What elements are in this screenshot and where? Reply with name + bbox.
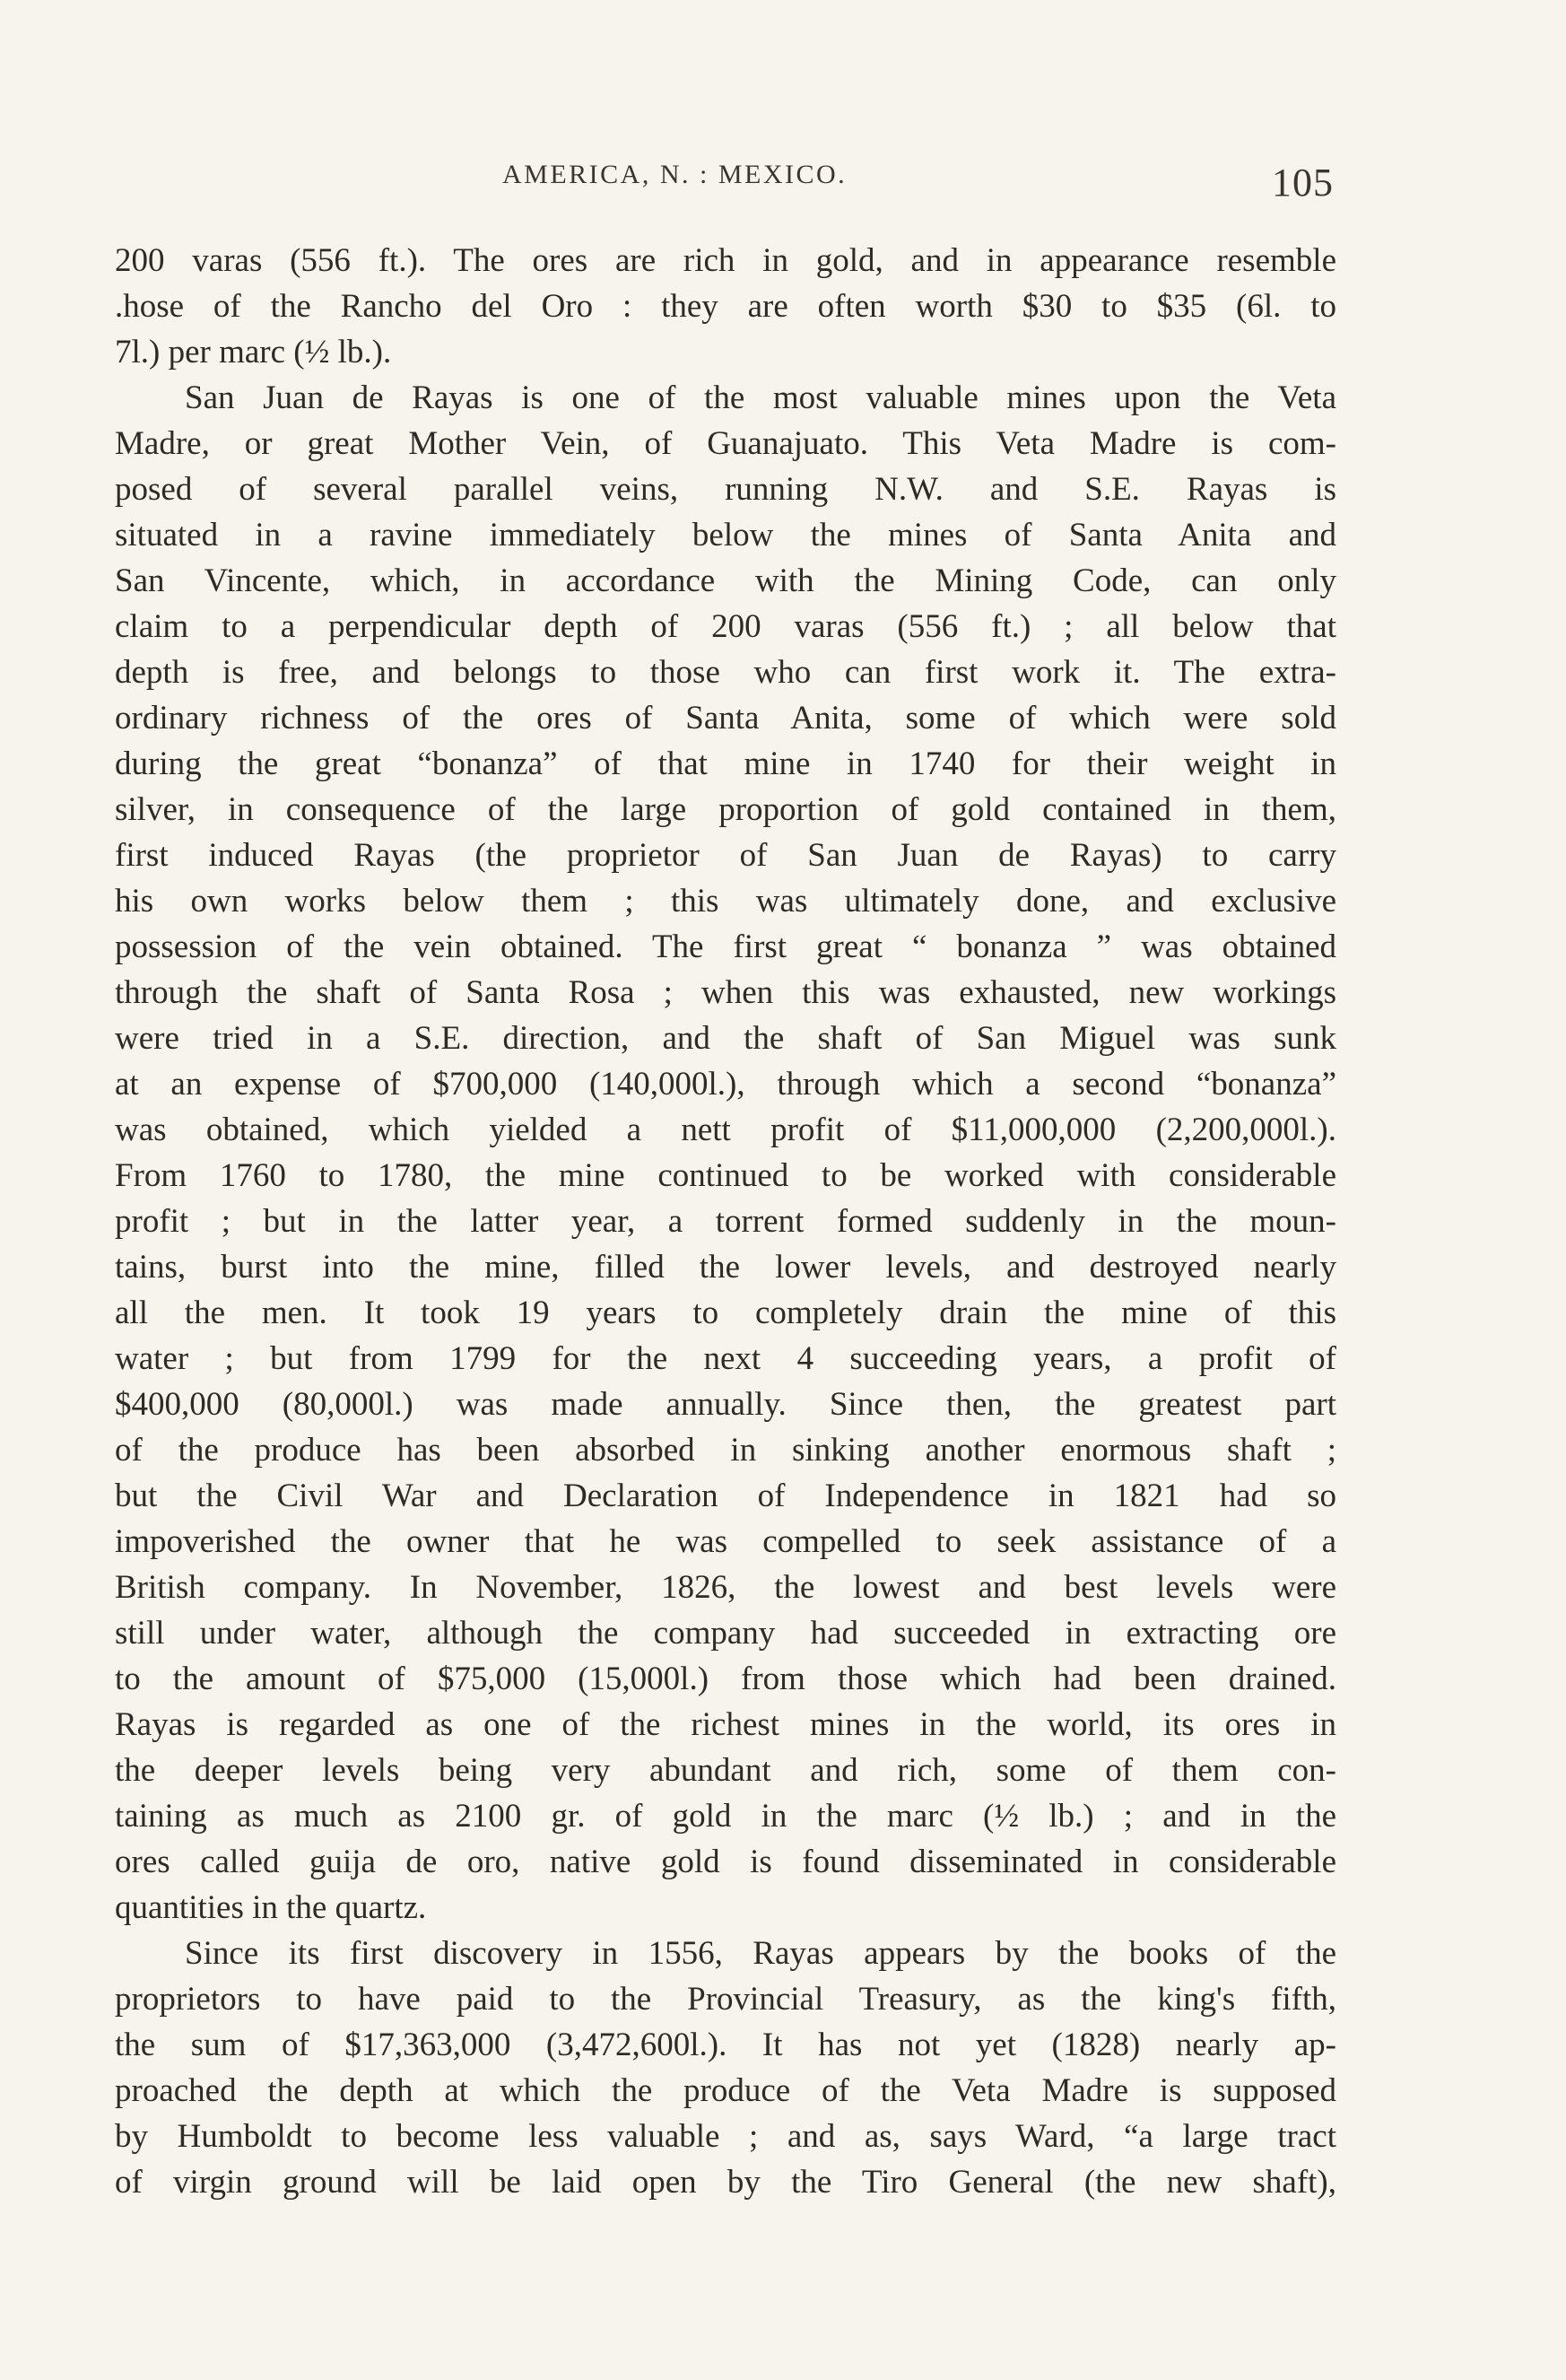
text-line: first induced Rayas (the proprietor of San Juan de Rayas) to carry (115, 837, 1336, 874)
text-line: ores called guija de oro, native gold is found disseminated in considerable (115, 1844, 1336, 1880)
text-line: but the Civil War and Declaration of Independence in 1821 had so (115, 1478, 1336, 1514)
text-line: Since its first discovery in 1556, Rayas appears by the books of the (185, 1935, 1336, 1972)
running-head: AMERICA, N. : MEXICO. (502, 160, 848, 189)
text-line: Madre, or great Mother Vein, of Guanajuato. This Veta Madre is com- (115, 425, 1336, 462)
text-line: his own works below them ; this was ultimately done, and exclusive (115, 883, 1336, 920)
text-line: to the amount of $75,000 (15,000l.) from those which had been drained. (115, 1661, 1336, 1697)
text-line: through the shaft of Santa Rosa ; when this was exhausted, new workings (115, 974, 1336, 1011)
text-line: proached the depth at which the produce of the Veta Madre is supposed (115, 2072, 1336, 2109)
text-line: 7l.) per marc (½ lb.). (115, 334, 392, 371)
text-line: at an expense of $700,000 (140,000l.), through which a second “bonanza” (115, 1066, 1336, 1103)
text-line: From 1760 to 1780, the mine continued to be worked with considerable (115, 1157, 1336, 1194)
text-line: proprietors to have paid to the Provincial Treasury, as the king's fifth, (115, 1981, 1336, 2018)
text-line: ordinary richness of the ores of Santa Anita, some of which were sold (115, 700, 1336, 737)
text-line: 200 varas (556 ft.). The ores are rich in gold, and in appearance resemble (115, 242, 1336, 279)
text-line: of virgin ground will be laid open by the Tiro General (the new shaft), (115, 2164, 1336, 2201)
text-line: situated in a ravine immediately below the mines of Santa Anita and (115, 517, 1336, 554)
text-line: depth is free, and belongs to those who can first work it. The extra- (115, 654, 1336, 691)
text-line: Rayas is regarded as one of the richest mines in the world, its ores in (115, 1706, 1336, 1743)
text-line: tains, burst into the mine, filled the lower levels, and destroyed nearly (115, 1249, 1336, 1286)
page-number: 105 (1272, 161, 1334, 205)
text-line: still under water, although the company had succeeded in extracting ore (115, 1615, 1336, 1652)
text-line: was obtained, which yielded a nett profit of $11,000,000 (2,200,000l.). (115, 1112, 1336, 1148)
body-text (115, 238, 1336, 2205)
text-line: claim to a perpendicular depth of 200 varas (556 ft.) ; all below that (115, 608, 1336, 645)
text-line: were tried in a S.E. direction, and the shaft of San Miguel was sunk (115, 1020, 1336, 1057)
text-line: by Humboldt to become less valuable ; and as, says Ward, “a large tract (115, 2118, 1336, 2155)
text-line: the sum of $17,363,000 (3,472,600l.). It has not yet (1828) nearly ap- (115, 2027, 1336, 2063)
text-line: British company. In November, 1826, the lowest and best levels were (115, 1569, 1336, 1606)
text-line: impoverished the owner that he was compelled to seek assistance of a (115, 1523, 1336, 1560)
text-line: posed of several parallel veins, running N.W. and S.E. Rayas is (115, 471, 1336, 508)
text-line: .hose of the Rancho del Oro : they are often worth $30 to $35 (6l. to (115, 288, 1336, 325)
text-line: San Vincente, which, in accordance with the Mining Code, can only (115, 562, 1336, 599)
text-line: silver, in consequence of the large proportion of gold contained in them, (115, 791, 1336, 828)
text-line: profit ; but in the latter year, a torrent formed suddenly in the moun- (115, 1203, 1336, 1240)
text-line: during the great “bonanza” of that mine in 1740 for their weight in (115, 745, 1336, 782)
text-line: taining as much as 2100 gr. of gold in the marc (½ lb.) ; and in the (115, 1798, 1336, 1835)
text-line: all the men. It took 19 years to completely drain the mine of this (115, 1295, 1336, 1331)
text-line: of the produce has been absorbed in sinking another enormous shaft ; (115, 1432, 1336, 1469)
text-line: the deeper levels being very abundant and rich, some of them con- (115, 1752, 1336, 1789)
text-line: San Juan de Rayas is one of the most valuable mines upon the Veta (185, 379, 1336, 416)
text-line: $400,000 (80,000l.) was made annually. Since then, the greatest part (115, 1386, 1336, 1423)
text-line: water ; but from 1799 for the next 4 succeeding years, a profit of (115, 1340, 1336, 1377)
text-line: quantities in the quartz. (115, 1889, 427, 1926)
text-line: possession of the vein obtained. The first great “ bonanza ” was obtained (115, 928, 1336, 965)
